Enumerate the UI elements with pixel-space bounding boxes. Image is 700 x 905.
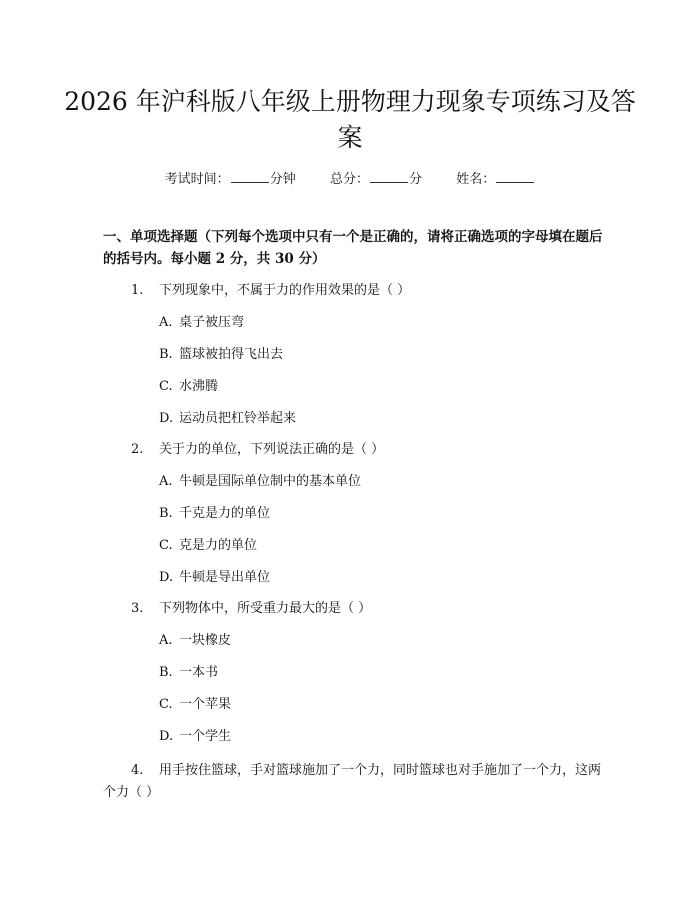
- student-name-field: [456, 170, 535, 189]
- question-2-option-b: [159, 504, 270, 524]
- exam-time-label: 考试时间：: [164, 172, 230, 187]
- option-letter: B.: [159, 506, 173, 521]
- option-letter: B.: [159, 347, 173, 362]
- option-letter: A.: [159, 315, 173, 330]
- question-text: 关于力的单位，下列说法正确的是（ ）: [159, 442, 385, 457]
- option-text: 桌子被压弯: [179, 315, 245, 330]
- question-4: [103, 760, 603, 804]
- question-1-option-d: [159, 409, 296, 429]
- document-title: 2026 年沪科版八年级上册物理力现象专项练习及答案: [64, 87, 636, 152]
- student-name-blank: [496, 170, 534, 183]
- option-text: 牛顿是导出单位: [179, 570, 271, 585]
- question-number: 2.: [131, 442, 144, 457]
- student-name-label: 姓名：: [456, 172, 496, 187]
- question-2-option-d: [159, 568, 270, 588]
- question-1: [131, 281, 410, 301]
- question-3-option-d: [159, 727, 231, 747]
- question-number: 3.: [131, 601, 144, 616]
- exam-time-unit: 分钟: [269, 172, 296, 187]
- exam-time-field: [165, 170, 296, 189]
- option-text: 千克是力的单位: [179, 506, 271, 521]
- question-3-option-c: [159, 695, 231, 715]
- question-1-option-b: [159, 345, 283, 365]
- option-text: 一本书: [179, 665, 219, 680]
- option-text: 水沸腾: [179, 379, 219, 394]
- total-score-blank: [370, 170, 408, 183]
- question-2-option-a: [159, 472, 361, 492]
- option-letter: A.: [159, 633, 173, 648]
- question-text: 用手按住篮球，手对篮球施加了一个力，同时篮球也对手施加了一个力，这两个力（ ）: [103, 763, 602, 800]
- total-score-unit: 分: [409, 172, 423, 187]
- question-2: [131, 440, 384, 460]
- option-text: 一块橡皮: [179, 633, 232, 648]
- exam-time-blank: [231, 170, 269, 183]
- option-letter: D.: [159, 729, 174, 744]
- question-number: 4.: [131, 763, 144, 778]
- option-letter: A.: [159, 474, 173, 489]
- option-text: 篮球被拍得飞出去: [179, 347, 284, 362]
- option-letter: B.: [159, 665, 173, 680]
- option-letter: C.: [159, 697, 173, 712]
- option-text: 牛顿是国际单位制中的基本单位: [179, 474, 362, 489]
- option-text: 一个学生: [179, 729, 232, 744]
- question-1-option-a: [159, 313, 244, 333]
- option-text: 一个苹果: [179, 697, 232, 712]
- question-text: 下列现象中，不属于力的作用效果的是（ ）: [159, 283, 411, 298]
- question-3: [131, 599, 371, 619]
- question-3-option-a: [159, 631, 231, 651]
- question-3-option-b: [159, 663, 218, 683]
- section-heading: 一、单项选择题（下列每个选项中只有一个是正确的，请将正确选项的字母填在题后的括号内。每小题 2 分，共 30 分）: [103, 229, 603, 267]
- exam-info-line: [0, 170, 700, 189]
- option-letter: D.: [159, 570, 174, 585]
- option-text: 运动员把杠铃举起来: [179, 411, 297, 426]
- question-1-option-c: [159, 377, 218, 397]
- option-letter: D.: [159, 411, 174, 426]
- option-letter: C.: [159, 538, 173, 553]
- question-number: 1.: [131, 283, 144, 298]
- option-text: 克是力的单位: [179, 538, 258, 553]
- total-score-label: 总分：: [329, 172, 369, 187]
- total-score-field: [330, 170, 422, 189]
- question-text: 下列物体中，所受重力最大的是（ ）: [159, 601, 372, 616]
- option-letter: C.: [159, 379, 173, 394]
- question-2-option-c: [159, 536, 257, 556]
